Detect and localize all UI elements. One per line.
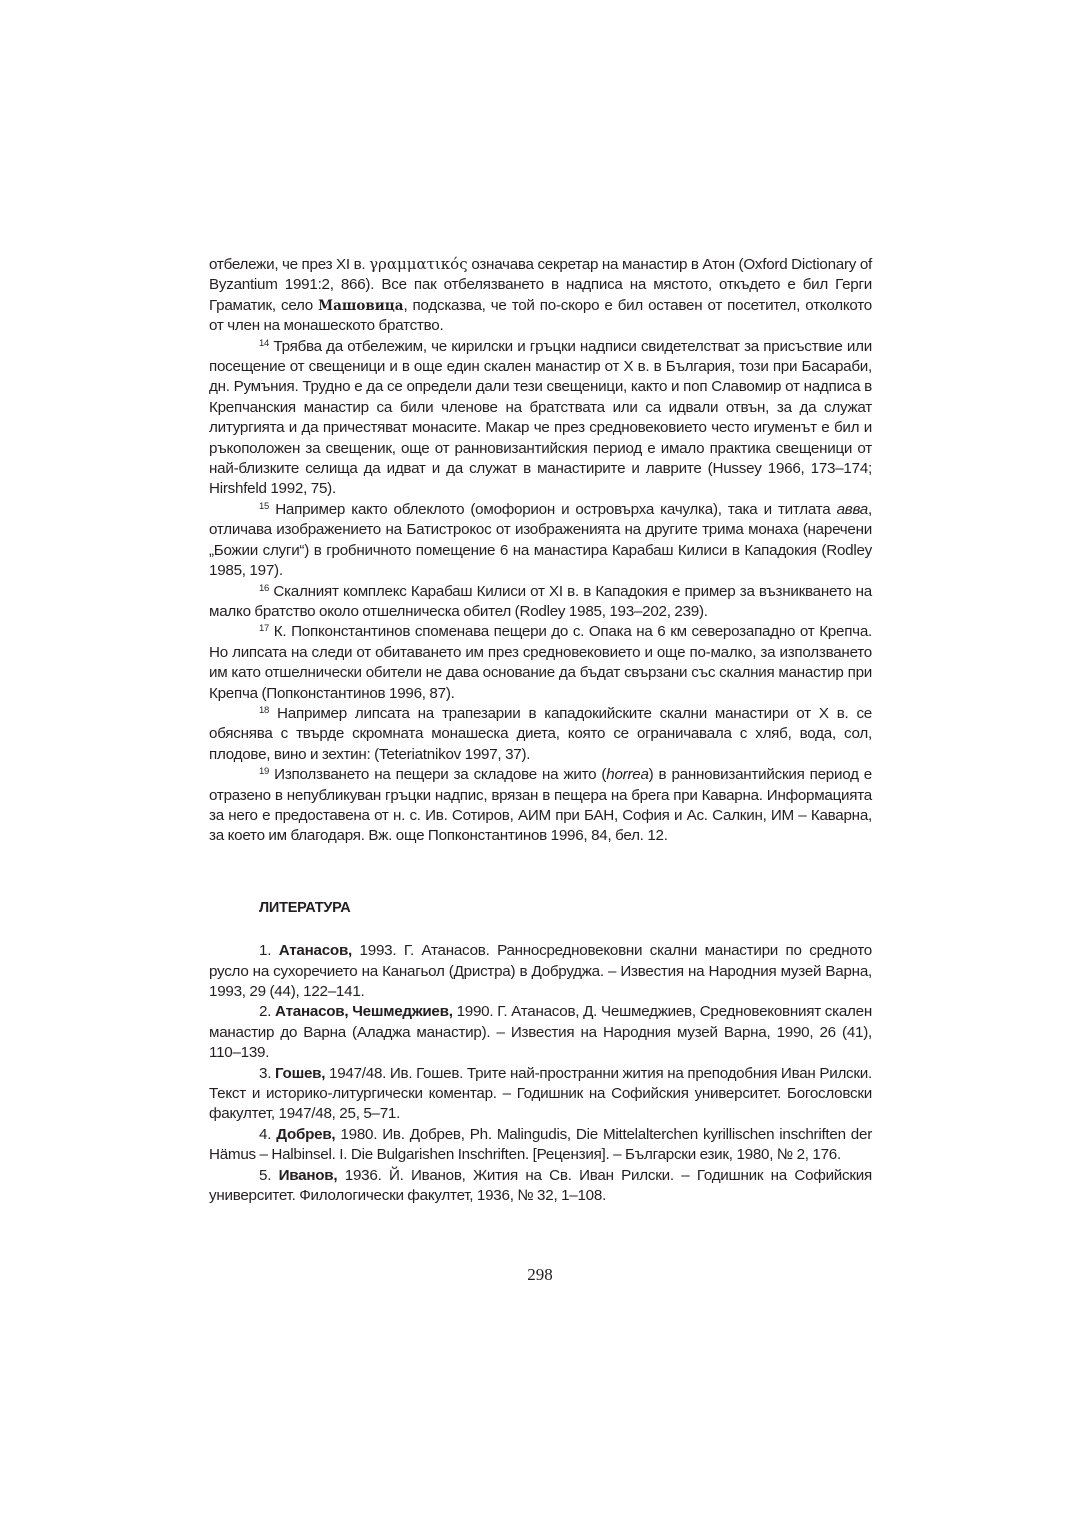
reference-item	[209, 1064, 872, 1125]
footnote-16	[209, 582, 872, 623]
footnote-13-continuation	[209, 254, 872, 337]
reference-number: 4.	[259, 1125, 277, 1143]
reference-text: 1936. Й. Иванов, Жития на Св. Иван Рилски. – Годишник на Софийския университет. Филологически факултет, 1936, № 32, 1–108.	[209, 1166, 872, 1205]
literature-heading: ЛИТЕРАТУРА	[259, 899, 351, 916]
reference-item	[209, 1002, 872, 1063]
footnote-text: ) в ранновизантийския период е отразено в непубликуван гръцки надпис, врязан в пещера на брега при Каварна. Информацията за него е предоставена от н. с. Ив. Сотиров, АИМ при БАН, София и Ас. Салкин, ИМ – Каварна, за което им благодаря. Вж. още Попконстантинов 1996, 84, бел. 12.	[209, 766, 872, 845]
footnote-number: 19	[259, 766, 270, 778]
reference-text: 1947/48. Ив. Гошев. Трите най-пространни жития на преподобния Иван Рилски. Текст и историко-литургически коментар. – Годишник на Софийския университет. Богословски факултет, 1947/48, 25, 5–71.	[209, 1064, 872, 1123]
page-number: 298	[527, 1265, 553, 1284]
reference-list	[209, 941, 872, 1206]
footnote-text: Например както облеклото (омофорион и островърха качулка), така и титлата	[269, 500, 837, 518]
footnote-15	[209, 500, 872, 582]
reference-author: Иванов,	[278, 1166, 338, 1184]
reference-author: Атанасов, Чешмеджиев,	[275, 1003, 453, 1021]
italic-term: horrea	[606, 766, 649, 784]
reference-number: 1.	[259, 942, 279, 960]
reference-text: 1993. Г. Атанасов. Ранносредновековни скални манастири по средното русло на сухоречието на Канагьол (Дристра) в Добруджа. – Известия на Народния музей Варна, 1993, 29 (44), 122–141.	[209, 942, 872, 1000]
footnote-number: 15	[259, 500, 270, 512]
reference-number: 3.	[259, 1064, 275, 1082]
reference-item	[209, 1125, 872, 1166]
footnote-text: К. Попконстантинов споменава пещери до с. Опака на 6 км северозападно от Крепча. Но липсата на следи от обитаването им през средновековието и още по-малко, за използването им като отшелнически обители не дава основание да бъдат свързани със скалния манастир при Крепча (Попконстантинов 1996, 87).	[209, 623, 872, 702]
reference-text: 1990. Г. Атанасов, Д. Чешмеджиев, Средновековният скален манастир до Варна (Аладжа манастир). – Известия на Народния музей Варна, 1990, 26 (41), 110–139.	[209, 1003, 872, 1062]
greek-term: γραμματικός	[369, 255, 468, 273]
reference-item	[209, 1166, 872, 1207]
text-segment: , подсказва, че той по-скоро е бил оставен от посетител, отколкото от член на монашеското братство.	[209, 296, 872, 335]
footnote-17	[209, 622, 872, 704]
footnote-14	[209, 337, 872, 500]
page-body	[209, 254, 872, 1206]
footnote-number: 14	[259, 337, 270, 349]
reference-author: Атанасов,	[278, 942, 353, 960]
reference-author: Добрев,	[276, 1125, 336, 1143]
reference-number: 2.	[259, 1003, 276, 1021]
text-segment: отбележи, че през XI в.	[209, 256, 370, 273]
footnote-text: , отличава изображението на Батистрокос от изображенията на другите трима монаха (наречени „Божии слуги“) в гробничното помещение 6 на манастира Карабаш Килиси в Кападокия (Rodley 1985, 197).	[209, 500, 872, 580]
footnote-number: 18	[259, 704, 270, 716]
reference-text: 1980. Ив. Добрев, Ph. Malingudis, Die Mittelalterchen kyrillischen inschriften der Hämus – Halbinsel. I. Die Bulgarishen Inschriften. [Рецензия]. – Български език, 1980, № 2, 176.	[209, 1125, 873, 1164]
reference-item	[209, 941, 872, 1002]
footnote-text: Използването на пещери за складове на жито (	[269, 766, 607, 784]
footnote-19	[209, 765, 872, 847]
footnote-text: Например липсата на трапезарии в кападокийските скални манастири от X в. се обяснява с твърде скромната монашеска диета, която се ограничавала с хляб, вода, сол, плодове, вино и зехтин: (Teteriatnikov 1997, 37).	[209, 704, 872, 763]
text-segment: означава секретар на манастир в Атон (Oxford Dictionary of Byzantium 1991:2, 866). Все пак отбелязването в надписа на мястото, откъдето е бил Герги Граматик, село	[209, 256, 873, 314]
footnote-text: Скалният комплекс Карабаш Килиси от XI в. в Кападокия е пример за възникването на малко братство около отшелническа обител (Rodley 1985, 193–202, 239).	[209, 582, 872, 620]
footnote-18	[209, 704, 872, 765]
footnote-number: 17	[259, 623, 270, 635]
village-name: Машовица	[318, 297, 404, 314]
reference-author: Гошев,	[274, 1064, 326, 1082]
footnote-number: 16	[259, 582, 270, 594]
italic-term: авва	[836, 500, 869, 518]
reference-number: 5.	[259, 1166, 279, 1184]
footnote-text: Трябва да отбележим, че кирилски и гръцки надписи свидетелстват за присъствие или посещение от свещеници и в още един скален манастир от X в. в България, този при Басараби, дн. Румъния. Трудно е да се определи дали тези свещеници, както и поп Славомир от надписа в Крепчанския манастир са били членове на братствата или са идвали отвън, за да служат литургията и да причестяват монасите. Макар че през средновековието често игуменът е бил и ръкоположен за свещеник, още от ранновизантийския период е имало практика свещеници от най-близките селища да идват и да служат в манастирите и лаврите (Hussey 1966, 173–174; Hirshfeld 1992, 75).	[209, 337, 872, 498]
